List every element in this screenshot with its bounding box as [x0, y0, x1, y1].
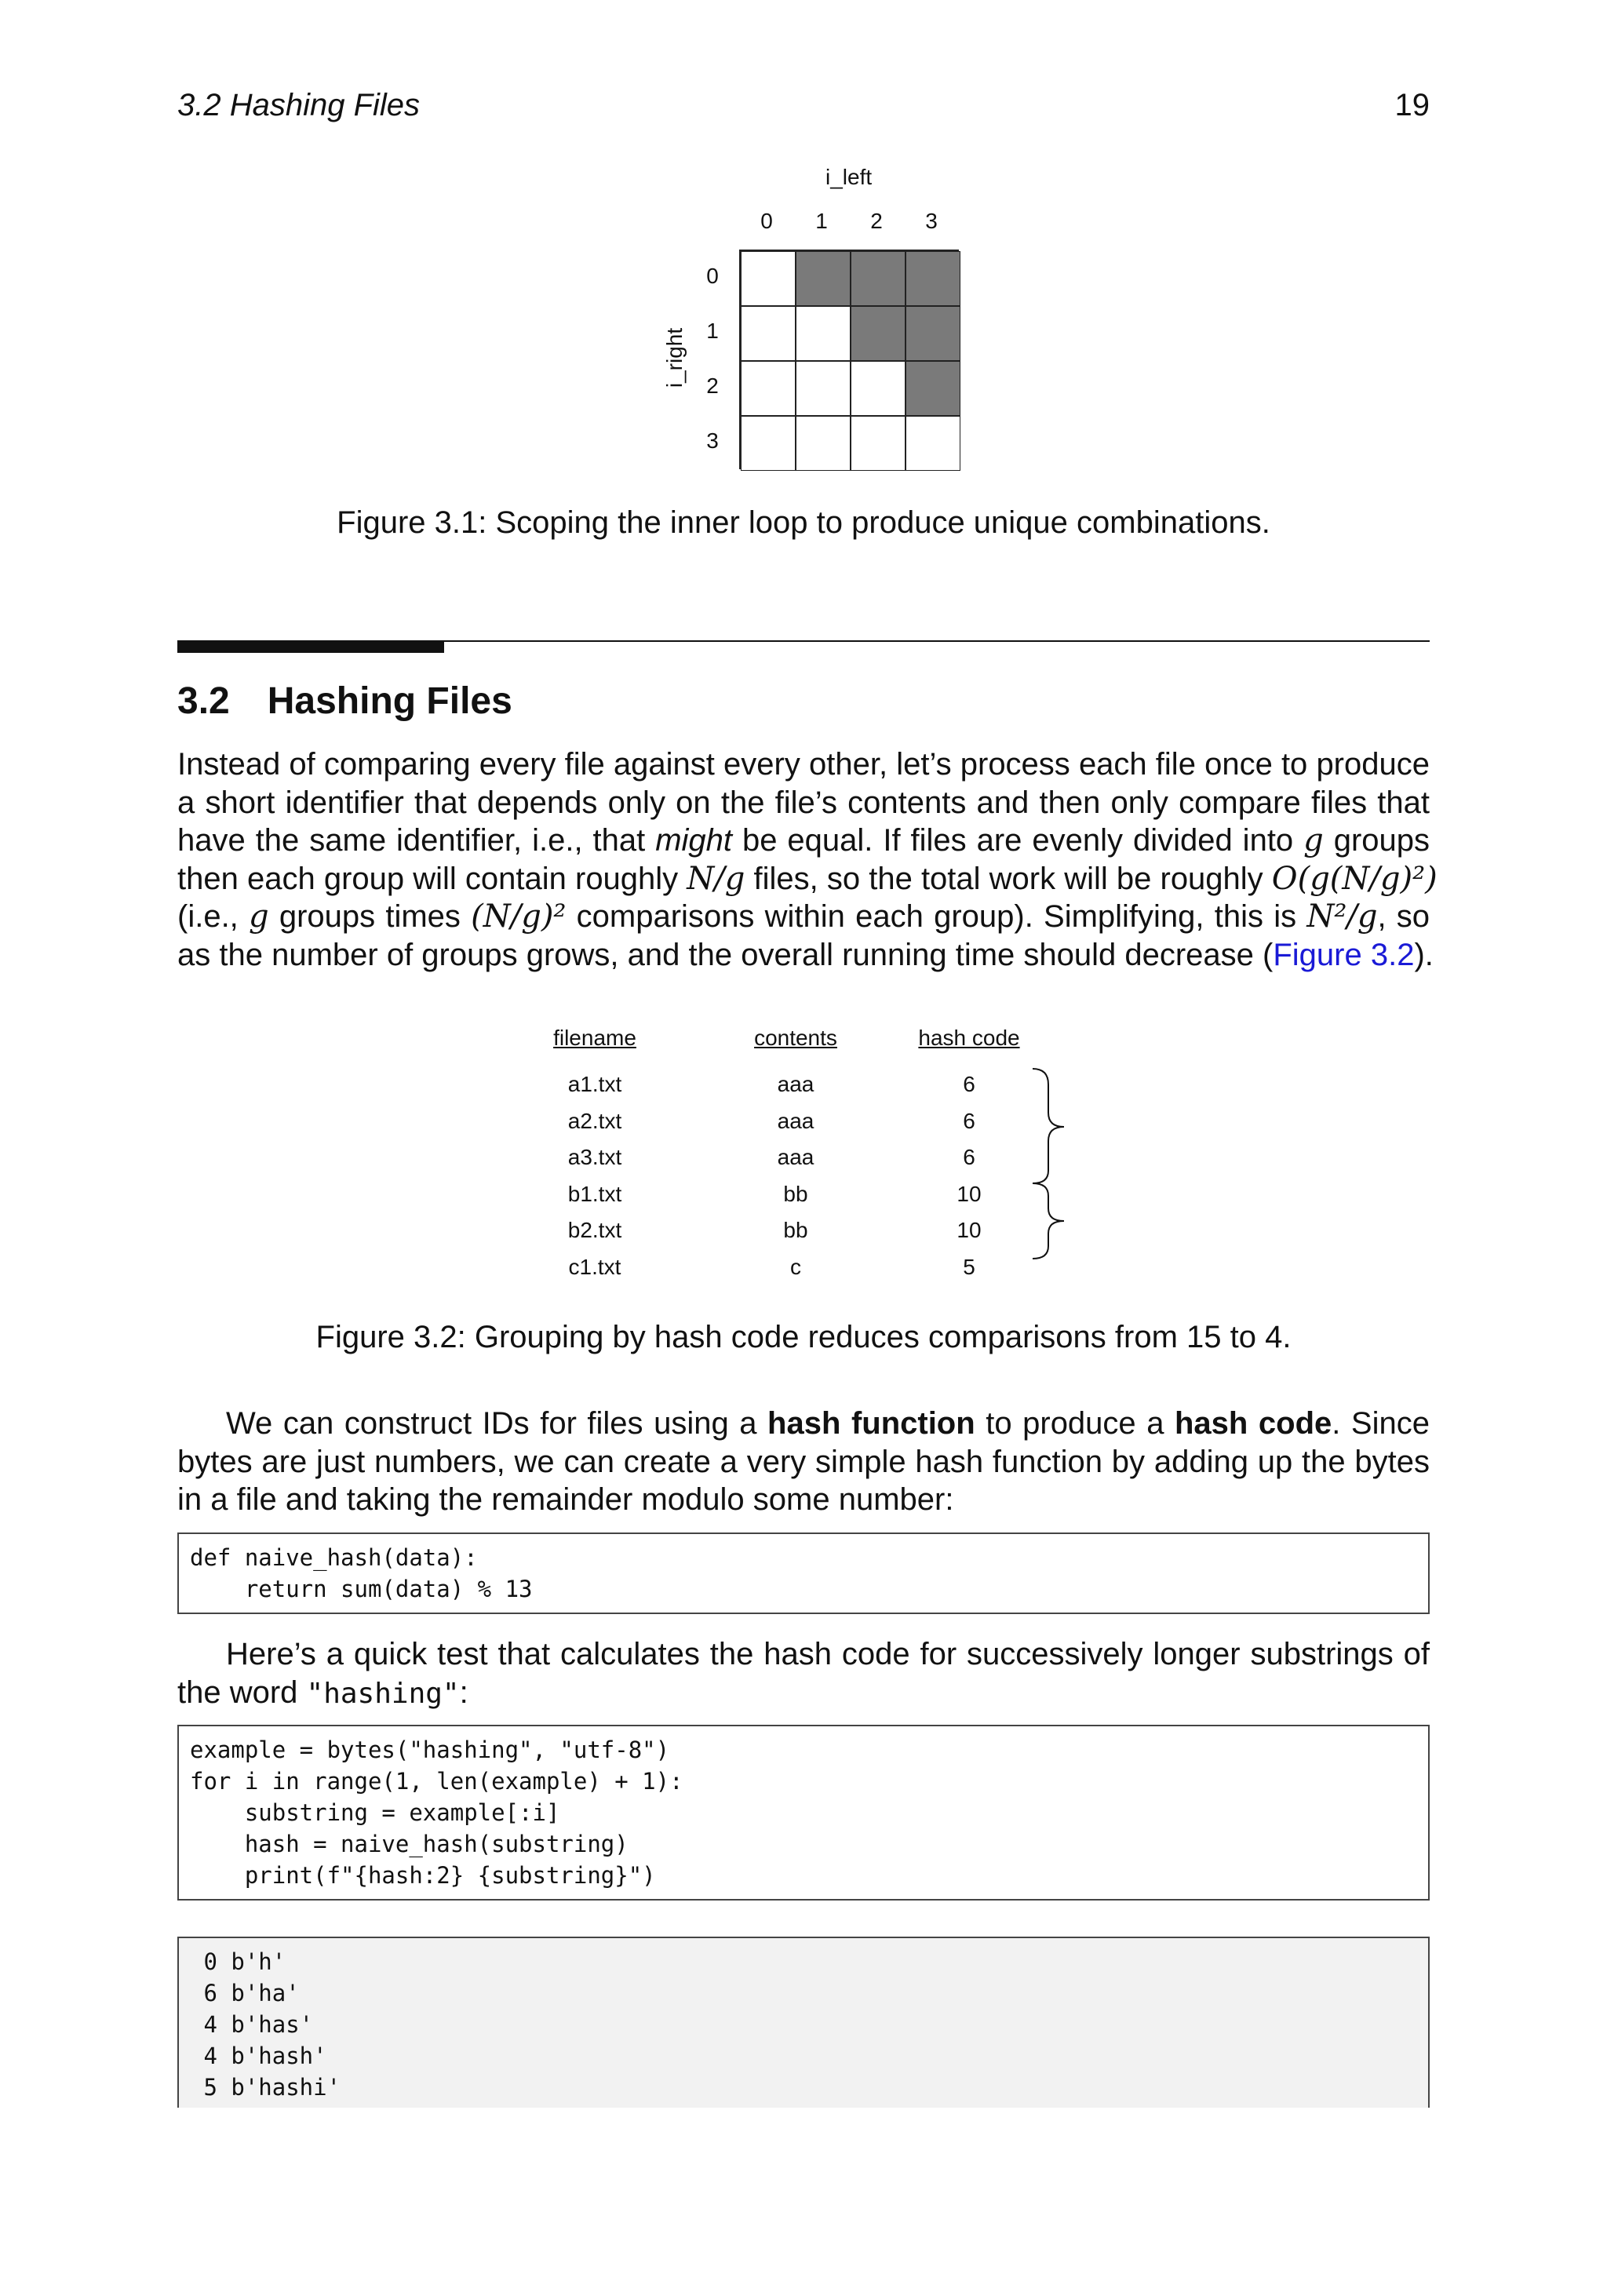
brace-group-a [1033, 1069, 1064, 1183]
grid-cell [851, 306, 906, 361]
hash-code-cell: 6 [963, 1108, 975, 1133]
text: : [459, 1675, 468, 1710]
inline-code: "hashing" [306, 1677, 460, 1710]
filename-cell: b2.txt [567, 1218, 622, 1242]
grid-cell [851, 251, 906, 306]
filename-cell: a3.txt [567, 1145, 622, 1169]
paragraph-quick-test [177, 1635, 1430, 1713]
contents-cell: aaa [777, 1072, 814, 1096]
grid-cell [741, 416, 796, 471]
math: g [1303, 822, 1324, 859]
filename-cell: b1.txt [567, 1181, 622, 1206]
section-title-text: Hashing Files [267, 680, 512, 722]
text: , so [1377, 899, 1430, 935]
math: N/g [687, 860, 745, 897]
text: as the number of groups grows, and the overall running time should decrease ( [177, 937, 1274, 972]
text: groups times [268, 899, 472, 935]
grouping-braces [1020, 1061, 1083, 1265]
combination-grid [739, 250, 959, 469]
section-number: 3.2 [177, 680, 230, 722]
hash-code-cell: 6 [963, 1145, 975, 1169]
col-tick: 3 [925, 209, 938, 233]
code-line: hash = naive_hash(substring) [190, 1831, 629, 1857]
text: We can construct IDs for files using a [226, 1406, 768, 1441]
table-header-contents: contents [754, 1026, 837, 1050]
paragraph-hash-function [177, 1405, 1430, 1519]
grid-cell [796, 361, 851, 416]
page-number: 19 [1394, 88, 1430, 122]
text: have the same identifier, i.e., that [177, 823, 656, 858]
text-line: Here’s a quick test that calculates the hash code for successively longer substrings of [226, 1637, 1430, 1671]
code-line: 4 b'has' [190, 2011, 314, 2038]
code-line: example = bytes("hashing", "utf-8") [190, 1737, 670, 1763]
text: . Since [1332, 1406, 1430, 1441]
contents-cell: aaa [777, 1145, 814, 1169]
output-block [177, 1937, 1430, 2108]
col-tick: 0 [760, 209, 773, 233]
grid-cell [741, 306, 796, 361]
text-line: Instead of comparing every file against every other, let’s process each file once to produce [177, 747, 1430, 782]
code-line: 0 b'h' [190, 1948, 286, 1975]
text-line: bytes are just numbers, we can create a very simple hash function by adding up the bytes [177, 1444, 1430, 1479]
math: g [249, 898, 269, 935]
hash-code-cell: 10 [957, 1181, 982, 1206]
filename-cell: a1.txt [567, 1072, 622, 1096]
grid-cell [796, 251, 851, 306]
text: ). [1414, 937, 1434, 972]
text-line [177, 898, 1430, 936]
code-line: def naive_hash(data): [190, 1544, 478, 1571]
text: the word [177, 1675, 307, 1710]
text: (i.e., [177, 899, 250, 935]
code-line: 4 b'hash' [190, 2043, 327, 2069]
grid-cell [796, 306, 851, 361]
grid-cell [796, 416, 851, 471]
text-line [177, 1674, 1430, 1714]
filename-cell: c1.txt [568, 1254, 621, 1279]
figure-3-1-caption: Figure 3.1: Scoping the inner loop to produce unique combinations. [337, 505, 1270, 540]
code-block-naive-hash [177, 1532, 1430, 1614]
figure-3-1-x-axis-label: i_left [825, 165, 873, 189]
running-header-section: 3.2 Hashing Files [177, 88, 421, 122]
text: groups [1323, 823, 1430, 858]
grid-cell [906, 251, 960, 306]
grid-cell [906, 416, 960, 471]
grid-cell [851, 361, 906, 416]
table-header-filename: filename [553, 1026, 636, 1050]
row-tick: 2 [706, 374, 719, 398]
code-line: 5 b'hashi' [190, 2074, 341, 2101]
hash-code-cell: 5 [963, 1254, 975, 1279]
code-line: return sum(data) % 13 [190, 1576, 533, 1602]
math: N²/g [1306, 898, 1378, 935]
row-tick: 1 [706, 319, 719, 343]
term-hash-code: hash code [1175, 1406, 1332, 1441]
figure-3-1-y-axis-label: i_right [662, 327, 687, 388]
text: be equal. If files are evenly divided into [732, 823, 1304, 858]
text-line [177, 822, 1430, 860]
text-line: in a file and taking the remainder modulo some number: [177, 1482, 954, 1518]
emphasis: might [655, 823, 732, 858]
hash-code-cell: 10 [957, 1218, 982, 1242]
text: files, so the total work will be roughly [745, 861, 1272, 896]
contents-cell: aaa [777, 1108, 814, 1133]
brace-group-b [1033, 1183, 1064, 1259]
table-header-hash-code: hash code [918, 1026, 1020, 1050]
grid-cell [906, 306, 960, 361]
text: comparisons within each group). Simplifying, this is [566, 899, 1307, 935]
grid-cell [741, 361, 796, 416]
section-title [177, 680, 512, 723]
code-line: for i in range(1, len(example) + 1): [190, 1768, 683, 1795]
contents-cell: bb [783, 1218, 808, 1242]
code-block-hash-test [177, 1725, 1430, 1901]
figure-3-2-link[interactable]: Figure 3.2 [1273, 937, 1415, 972]
hash-code-cell: 6 [963, 1072, 975, 1096]
text-line: a short identifier that depends only on the file’s contents and then only compare files that [177, 785, 1430, 820]
paragraph-intro [177, 745, 1438, 975]
contents-cell: bb [783, 1181, 808, 1206]
text: to produce a [975, 1406, 1175, 1441]
text-line [177, 860, 1438, 898]
figure-3-2-caption: Figure 3.2: Grouping by hash code reduces comparisons from 15 to 4. [315, 1320, 1292, 1354]
code-line: print(f"{hash:2} {substring}") [190, 1862, 656, 1889]
col-tick: 2 [870, 209, 883, 233]
math: (N/g)² [471, 898, 567, 935]
code-line: 6 b'ha' [190, 1980, 300, 2006]
col-tick: 1 [815, 209, 828, 233]
text-line [177, 936, 1434, 975]
row-tick: 0 [706, 264, 719, 288]
grid-cell [741, 251, 796, 306]
math: O(g(N/g)²) [1271, 860, 1438, 897]
grid-cell [906, 361, 960, 416]
term-hash-function: hash function [767, 1406, 975, 1441]
grid-cell [851, 416, 906, 471]
contents-cell: c [790, 1254, 801, 1279]
text-line [177, 1405, 1430, 1443]
text: then each group will contain roughly [177, 861, 687, 896]
code-line: substring = example[:i] [190, 1799, 560, 1826]
row-tick: 3 [706, 428, 719, 453]
section-rule-accent [177, 640, 444, 653]
filename-cell: a2.txt [567, 1108, 622, 1133]
